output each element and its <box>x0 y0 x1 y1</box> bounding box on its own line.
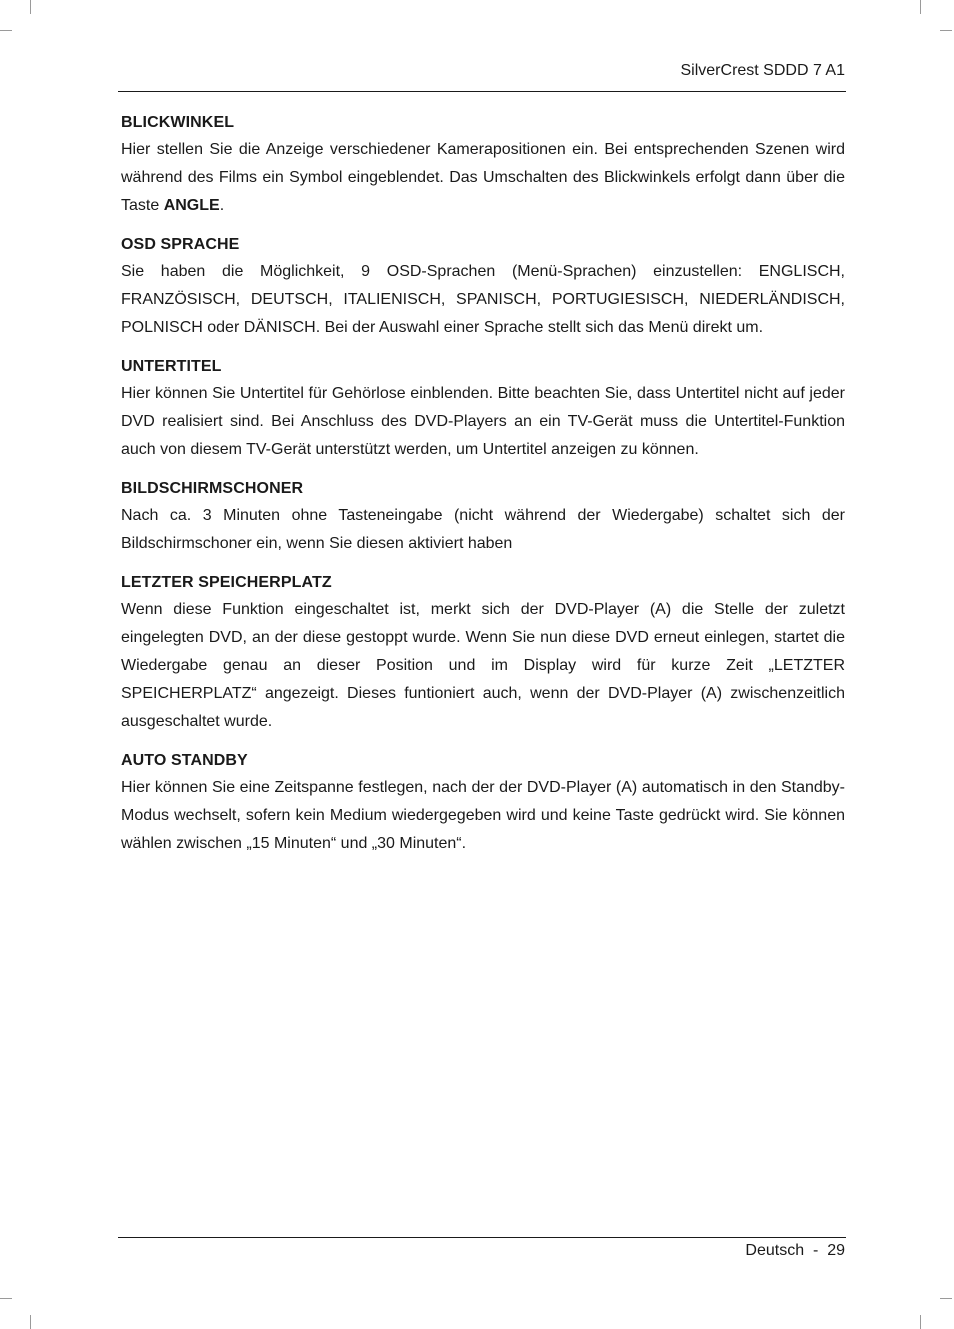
section-bildschirmschoner <box>121 476 845 558</box>
page-content <box>121 110 845 870</box>
section-text <box>121 136 845 220</box>
header-model: SilverCrest SDDD 7 A1 <box>680 62 845 79</box>
footer-rule <box>118 1237 846 1238</box>
section-text: Sie haben die Möglichkeit, 9 OSD-Sprachen (Menü-Sprachen) einzustellen: ENGLISCH, FRANZÖSISCH, DEUTSCH, ITALIENISCH, SPANISCH, PORTUGIESISCH, NIEDERLÄNDISCH, POLNISCH oder DÄNISCH. Bei der Auswahl einer Sprache stellt sich das Menü direkt um. <box>121 263 845 336</box>
section-text-after: . <box>219 197 225 214</box>
angle-key-label: ANGLE <box>163 197 220 214</box>
crop-mark-bottom-right-h <box>940 1298 952 1299</box>
section-auto-standby <box>121 748 845 858</box>
section-blickwinkel <box>121 110 845 220</box>
page-footer <box>118 1242 845 1264</box>
section-heading: OSD SPRACHE <box>121 236 240 253</box>
crop-mark-top-left-h <box>0 30 12 31</box>
section-heading: AUTO STANDBY <box>121 752 248 769</box>
section-text: Hier können Sie Untertitel für Gehörlose einblenden. Bitte beachten Sie, dass Untertitel nicht auf jeder DVD realisiert sind. Bei Anschluss des DVD-Players an ein TV-Gerät muss die Untertitel-Funktion auch von diesem TV-Gerät unterstützt werden, um Untertitel anzeigen zu können. <box>121 385 845 458</box>
crop-mark-top-right-h <box>940 30 952 31</box>
crop-mark-bottom-left-h <box>0 1298 12 1299</box>
section-text-before: Hier stellen Sie die Anzeige verschiedener Kamerapositionen ein. Bei entsprechenden Szenen wird während des Films ein Symbol eingeblendet. Das Umschalten des Blickwinkels erfolgt dann über die Taste <box>121 141 845 214</box>
section-heading: BILDSCHIRMSCHONER <box>121 480 304 497</box>
section-text: Wenn diese Funktion eingeschaltet ist, merkt sich der DVD-Player (A) die Stelle der zuletzt eingelegten DVD, an der diese gestoppt wurde. Wenn Sie nun diese DVD erneut einlegen, startet die Wiedergabe genau an dieser Position und im Display wird für kurze Zeit „LETZTER SPEICHERPLATZ“ angezeigt. Dieses funtioniert auch, wenn der DVD-Player (A) zwischenzeitlich ausgeschaltet wurde. <box>121 601 845 730</box>
section-heading: UNTERTITEL <box>121 358 222 375</box>
section-text: Nach ca. 3 Minuten ohne Tasteneingabe (nicht während der Wiedergabe) schaltet sich der Bildschirmschoner ein, wenn Sie diesen aktiviert haben <box>121 507 845 552</box>
section-letzter-speicherplatz <box>121 570 845 736</box>
crop-mark-bottom-left-v <box>30 1315 31 1329</box>
section-heading: LETZTER SPEICHERPLATZ <box>121 574 332 591</box>
section-untertitel <box>121 354 845 464</box>
page-header <box>118 62 845 84</box>
section-osd-sprache <box>121 232 845 342</box>
header-rule <box>118 91 846 92</box>
footer-page-label: Deutsch - 29 <box>745 1242 845 1259</box>
crop-mark-top-right-v <box>920 0 921 14</box>
section-text: Hier können Sie eine Zeitspanne festlegen, nach der der DVD-Player (A) automatisch in den Standby-Modus wechselt, sofern kein Medium wiedergegeben wird und keine Taste gedrückt wird. Sie können wählen zwischen „15 Minuten“ und „30 Minuten“. <box>121 779 845 852</box>
section-heading: BLICKWINKEL <box>121 114 235 131</box>
crop-mark-bottom-right-v <box>920 1315 921 1329</box>
crop-mark-top-left-v <box>30 0 31 14</box>
